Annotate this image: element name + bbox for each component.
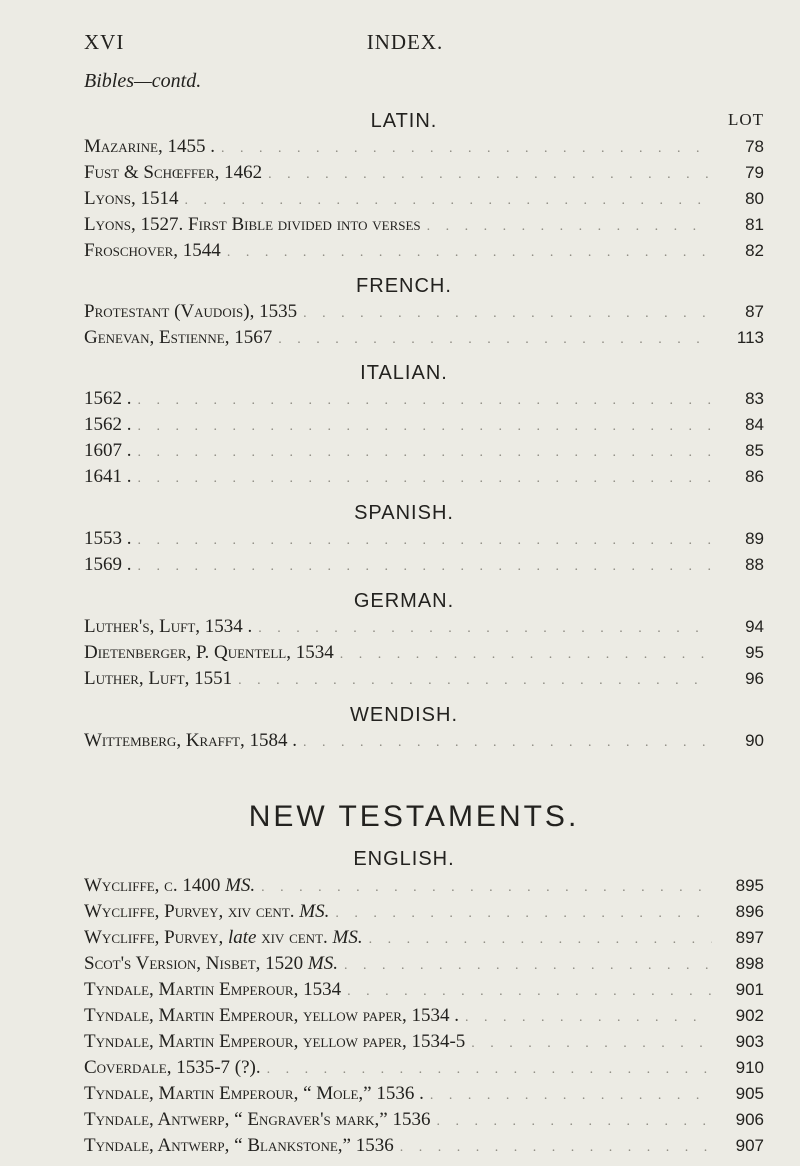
page-title: INDEX. bbox=[366, 30, 444, 54]
index-entry: 1562 . . . . 84 bbox=[84, 414, 764, 438]
lot-column-header: LOT bbox=[728, 110, 765, 129]
section-heading-german: GERMAN. bbox=[353, 590, 455, 612]
index-entry: Scot's Version, Nisbet, 1520 MS. . . . 898 bbox=[84, 953, 764, 977]
index-entry: Tyndale, Antwerp, “ Engraver's mark,” 1536 . . . 906 bbox=[84, 1109, 764, 1133]
index-entry: 1569 . . . . 88 bbox=[84, 554, 764, 578]
index-entry: Protestant (Vaudois), 1535 . . . 87 bbox=[84, 301, 764, 325]
continued-heading: Bibles—contd. bbox=[84, 70, 202, 92]
index-entry: Wycliffe, Purvey, xiv cent. MS. . . . 896 bbox=[84, 901, 764, 925]
index-entry: Froschover, 1544 . . . 82 bbox=[84, 240, 764, 264]
index-entry: Tyndale, Martin Emperour, yellow paper, 1534 . . . . 902 bbox=[84, 1005, 764, 1029]
index-entry: Wittemberg, Krafft, 1584 . . . . 90 bbox=[84, 730, 764, 754]
index-entry: Dietenberger, P. Quentell, 1534 . . . 95 bbox=[84, 642, 764, 666]
index-entry: Wycliffe, c. 1400 MS. . . . 895 bbox=[84, 875, 764, 899]
index-entry: 1562 . . . . 83 bbox=[84, 388, 764, 412]
index-entry: Fust & Schœffer, 1462 . . . 79 bbox=[84, 162, 764, 186]
index-entry: Tyndale, Martin Emperour, 1534 . . . 901 bbox=[84, 979, 764, 1003]
section-heading-english: ENGLISH. bbox=[353, 848, 455, 870]
index-entry: Tyndale, Antwerp, “ Blankstone,” 1536 . . . 907 bbox=[84, 1135, 764, 1159]
section-heading-latin: LATIN. bbox=[370, 110, 438, 132]
index-entry: Wycliffe, Purvey, late xiv cent. MS. . . . 897 bbox=[84, 927, 764, 951]
index-entry: 1641 . . . . 86 bbox=[84, 466, 764, 490]
index-entry: Coverdale, 1535-7 (?). . . . 910 bbox=[84, 1057, 764, 1081]
section-heading-french: FRENCH. bbox=[356, 275, 452, 297]
index-entry: Lyons, 1514 . . . 80 bbox=[84, 188, 764, 212]
index-entry: Luther's, Luft, 1534 . . . . 94 bbox=[84, 616, 764, 640]
index-entry: 1607 . . . . 85 bbox=[84, 440, 764, 464]
index-entry: Lyons, 1527. First Bible divided into verses . . . 81 bbox=[84, 214, 764, 238]
index-entry: Mazarine, 1455 . . . . 78 bbox=[84, 136, 764, 160]
page-number: XVI bbox=[84, 30, 125, 54]
index-entry: Tyndale, Martin Emperour, “ Mole,” 1536 . . . . 905 bbox=[84, 1083, 764, 1107]
index-entry: Tyndale, Martin Emperour, yellow paper, 1534-5 . . . 903 bbox=[84, 1031, 764, 1055]
main-heading-new-testaments: NEW TESTAMENTS. bbox=[248, 800, 580, 833]
section-heading-wendish: WENDISH. bbox=[350, 704, 458, 726]
index-entry: Genevan, Estienne, 1567 . . . 113 bbox=[84, 327, 764, 351]
section-heading-italian: ITALIAN. bbox=[360, 362, 448, 384]
section-heading-spanish: SPANISH. bbox=[354, 502, 454, 524]
index-entry: 1553 . . . . 89 bbox=[84, 528, 764, 552]
index-entry: Luther, Luft, 1551 . . . 96 bbox=[84, 668, 764, 692]
